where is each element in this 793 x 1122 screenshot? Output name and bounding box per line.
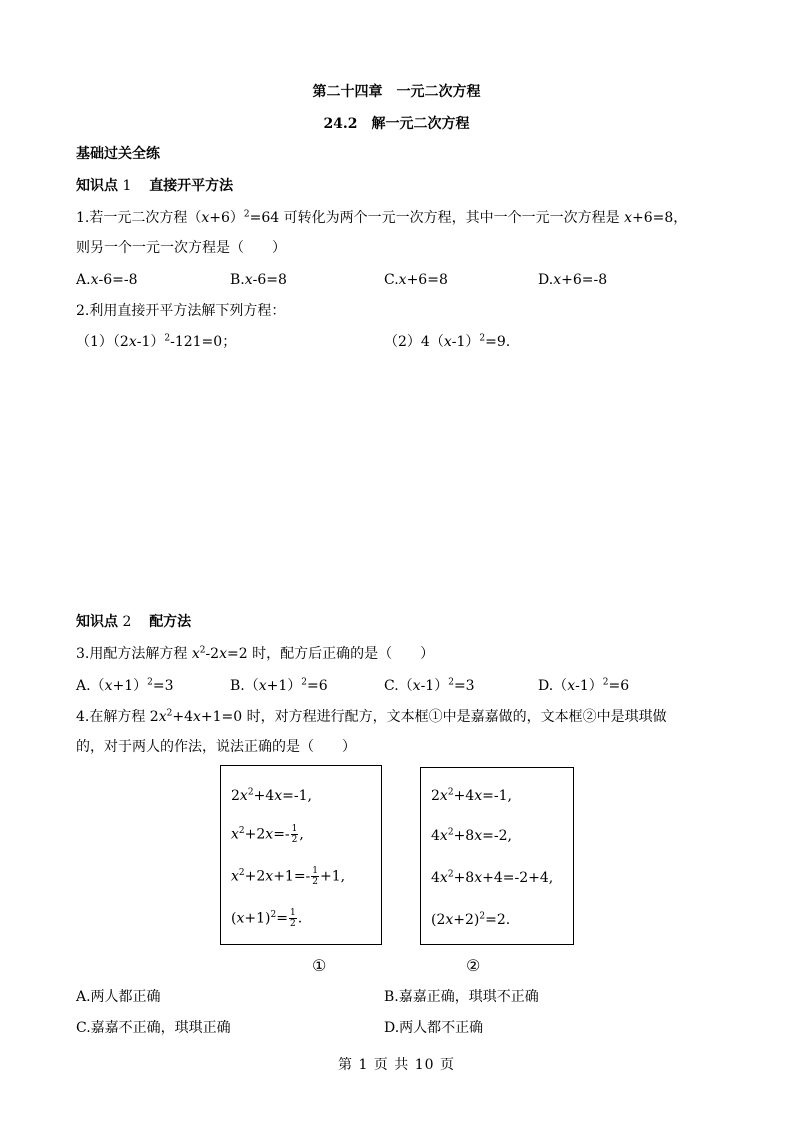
- question-3-stem: 3.用配方法解方程 $x^2-2x=2$ 时，配方后正确的是（ ）: [76, 645, 435, 662]
- kp-title: 直接开平方法: [149, 178, 234, 194]
- solution-box-2: [420, 767, 574, 945]
- kp-number: 1: [122, 178, 132, 194]
- q2-part-1: $(1)(2x-1)^2-121=0$；: [76, 333, 237, 350]
- q1-option-c[interactable]: C.x+6=8: [384, 272, 448, 288]
- solution-box-1: [220, 765, 382, 945]
- q3-option-d[interactable]: $D.(x-1)^2=6$: [538, 677, 630, 694]
- q3-option-a[interactable]: $A.(x+1)^2=3$: [76, 677, 174, 694]
- part-title: 基础过关全练: [76, 146, 160, 162]
- question-1-line-2: 则另一个一元一次方程是（ ）: [76, 240, 286, 256]
- q3-option-b[interactable]: $B.(x+1)^2=6$: [230, 677, 328, 694]
- fraction-half: $\frac{1}{2}$: [289, 908, 296, 929]
- section-title: 24.2 解一元二次方程: [323, 116, 470, 132]
- knowledge-point-2-heading: 知识点 2 配方法: [76, 614, 192, 630]
- box2-step-3: $4x^2+8x+4=-2+4$,: [431, 869, 554, 886]
- q4-option-d[interactable]: D.两人都不正确: [384, 1020, 484, 1036]
- question-1-line-1: 1.若一元二次方程$(x+6)^2=64$ 可转化为两个一元一次方程，其中一个一元一次方程是 x+6=8，: [76, 209, 688, 226]
- q3-option-c[interactable]: $C.(x-1)^2=3$: [384, 677, 475, 694]
- question-4-line-1: 4.在解方程 $2x^2+4x+1=0$ 时，对方程进行配方，文本框①中是嘉嘉做的，文本框②中是琪琪做: [76, 708, 667, 725]
- box1-step-1: $2x^2+4x=-1$,: [231, 787, 312, 804]
- q1-option-d[interactable]: D.x+6=-8: [538, 272, 608, 288]
- q1-option-b[interactable]: B.x-6=8: [230, 272, 287, 288]
- box2-step-2: $4x^2+8x=-2$,: [431, 827, 512, 844]
- q1-option-a[interactable]: A.x-6=-8: [76, 272, 138, 288]
- knowledge-point-1-heading: [76, 176, 233, 196]
- box1-step-4: $(x+1)^2=$ $\frac{1}{2}$ .: [231, 908, 303, 929]
- box1-step-2: $x^2+2x=-$ $\frac{1}{2}$ ,: [231, 824, 304, 845]
- box-2-label: ②: [466, 956, 481, 975]
- q4-option-b[interactable]: B.嘉嘉正确，琪琪不正确: [384, 989, 539, 1005]
- box2-step-4: $(2x+2)^2=2$.: [431, 911, 511, 928]
- chapter-title: 第二十四章 一元二次方程: [312, 84, 481, 100]
- box1-step-3: $x^2+2x+1=-$ $\frac{1}{2}$ +1,: [231, 866, 346, 887]
- q4-option-a[interactable]: A.两人都正确: [76, 989, 161, 1005]
- q2-part-2: $(2)4(x-1)^2=9$.: [384, 333, 511, 350]
- fraction-half: $\frac{1}{2}$: [291, 824, 298, 845]
- page-footer: 第 1 页 共 10 页: [338, 1057, 455, 1073]
- question-2-stem: 2.利用直接开平方法解下列方程：: [76, 303, 286, 319]
- q4-option-c[interactable]: C.嘉嘉不正确，琪琪正确: [76, 1020, 231, 1036]
- fraction-half: $\frac{1}{2}$: [312, 866, 319, 887]
- box-1-label: ①: [312, 956, 327, 975]
- kp-label: 知识点: [76, 178, 118, 194]
- question-4-line-2: 的，对于两人的作法，说法正确的是（ ）: [76, 739, 356, 755]
- box2-step-1: $2x^2+4x=-1$,: [431, 787, 512, 804]
